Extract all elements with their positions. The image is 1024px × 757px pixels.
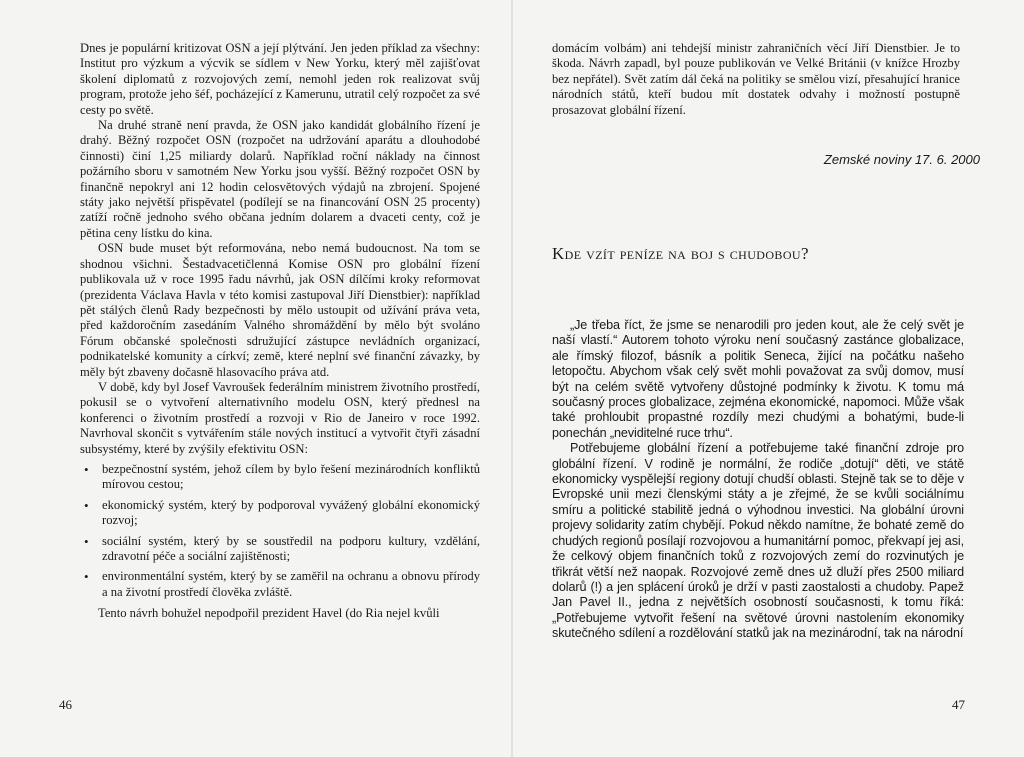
right-page — [512, 0, 1024, 757]
right-text-column — [552, 41, 960, 118]
paragraph: „Je třeba říct, že jsme se nenarodili pro jeden kout, ale že celý svět je naší vlastí.“ Autorem tohoto výroku není současný zastánce globalizace, ale římský filozof, básník a politik Seneca, žijící na počátku našeho letopočtu. Abychom však celý svět mohli považovat za svůj domov, musí být na celém světě vytvořeny důstojné podmínky k životu. K tomu má současný proces globalizace, zejména ekonomické, napomoci. Může však také prohloubit propastné rozdíly mezi chudými a bohatými, bude-li ponechán „neviditelné ruce trhu“. — [552, 318, 964, 440]
list-item: • environmentální systém, který by se zaměřil na ochranu a obnovu přírody a na životní prostředí člověka zvláště. — [80, 569, 480, 600]
article-heading: Kde vzít peníze na boj s chudobou? — [552, 244, 809, 264]
paragraph: domácím volbám) ani tehdejší ministr zahraničních věcí Jiří Dienstbier. Je to škoda. Návrh zapadl, byl pouze publikován ve Velké Británii (v knížce Hrozby bez nepřátel). Svět zatím dál čeká na politiky se smělou vizí, přesahující hranice národních států, kteří budou mít dostatek odvahy i možností postupně prosazovat globální řízení. — [552, 41, 960, 117]
paragraph: Dnes je populární kritizovat OSN a její plýtvání. Jen jeden příklad za všechny: Institut pro výzkum a výcvik se sídlem v New Yorku, který měl zajišťovat školení diplomatů z rozvojových zemí, nemohl jeden rok realizovat svůj program, protože jeho šéf, pocházející z Kamerunu, utratil celý rozpočet za své cesty po světě. — [80, 41, 480, 117]
source-citation: Zemské noviny 17. 6. 2000 — [823, 152, 980, 167]
list-item: • bezpečnostní systém, jehož cílem by bylo řešení mezinárodních konfliktů mírovou cestou; — [80, 462, 480, 493]
page-number-right: 47 — [952, 697, 965, 712]
article-body — [552, 318, 964, 642]
paragraph: V době, kdy byl Josef Vavroušek federálním ministrem životního prostředí, pokusil se o vytvoření alternativního modelu OSN, který přednesl na konferenci o životním prostředí a rozvoji v Rio de Janeiro v roce 1992. Navrhoval skončit s vytvářením stále nových institucí a vytvořit čtyři zásadní subsystémy, které by zvýšily efektivitu OSN: — [80, 379, 480, 456]
left-text-column — [80, 41, 480, 622]
page-number-left: 46 — [59, 697, 72, 712]
paragraph: Tento návrh bohužel nepodpořil prezident Havel (do Ria nejel kvůli — [98, 606, 440, 621]
paragraph: Potřebujeme globální řízení a potřebujeme také finanční zdroje pro globální řízení. V rodině je normální, že rodiče „dotují“ děti, ve státě ekonomicky vyspělejší regiony dotují chudší oblasti. Stejně tak se to děje v Evropské unii mezi členskými státy a je zřejmé, že se kvůli sociálnímu smíru a politické stabilitě jedná o výhodnou investici. Na globální úrovni projevy solidarity zatím chybějí. Pokud někdo namítne, že bohaté země do chudých regionů posílají rozvojovou a humanitární pomoc, překvapí jej asi, že celkový objem finančních toků z rozvojových zemí do rozvinutých je třikrát větší než naopak. Rozvojové země dnes už dluží přes 2500 miliard dolarů (!) a jen splácení úroků je drží v pasti zaostalosti a chudoby. Papež Jan Pavel II., jedna z největších osobností současnosti, k tomu říká: „Potřebujeme vytvořit řešení na světové úrovni nastolením ekonomiky skutečného sdílení a rozdělování statků jak na mezinárodní, tak na národní — [552, 441, 964, 641]
subsystem-list — [80, 462, 480, 600]
paragraph: Na druhé straně není pravda, že OSN jako kandidát globálního řízení je drahý. Běžný rozpočet OSN (rozpočet na udržování aparátu a dlouhodobé činnosti) činí 1,25 miliardy dolarů. Například roční náklady na činnost požárního sboru v samotném New Yorku jsou vyšší. Běžný rozpočet OSN by finančně nepokryl ani 12 hodin celosvětových výdajů na zbrojení. Spojené státy jako největší přispěvatel (podílejí se na financování OSN 25 procenty) zatíží ročně jednoho svého občana jedním dolarem a dvaceti centy, což je pětina ceny lístku do kina. — [80, 118, 480, 240]
paragraph: OSN bude muset být reformována, nebo nemá budoucnost. Na tom se shodnou všichni. Šestadvacetičlenná Komise OSN pro globální řízení publikovala už v roce 1995 řadu návrhů, jak OSN dílčími kroky reformovat (prezidenta Václava Havla v této komisi zastupoval Jiří Dienstbier): například pět stálých členů Rady bezpečnosti by mělo ustoupit od užívání práva veta, před každoročním zasedáním Valného shromáždění by mělo být svoláno Fórum občanské společnosti sdružující zástupce nevládních organizací, podnikatelské komunity a církví; země, které neplní své finanční závazky, by měly být zbaveny dočasně hlasovacího práva atd. — [80, 241, 480, 379]
list-item: • sociální systém, který by se soustředil na podporu kultury, vzdělání, zdravotní péče a sociální zajištěnosti; — [80, 534, 480, 565]
list-item: • ekonomický systém, který by podporoval vyvážený globální ekonomický rozvoj; — [80, 498, 480, 529]
